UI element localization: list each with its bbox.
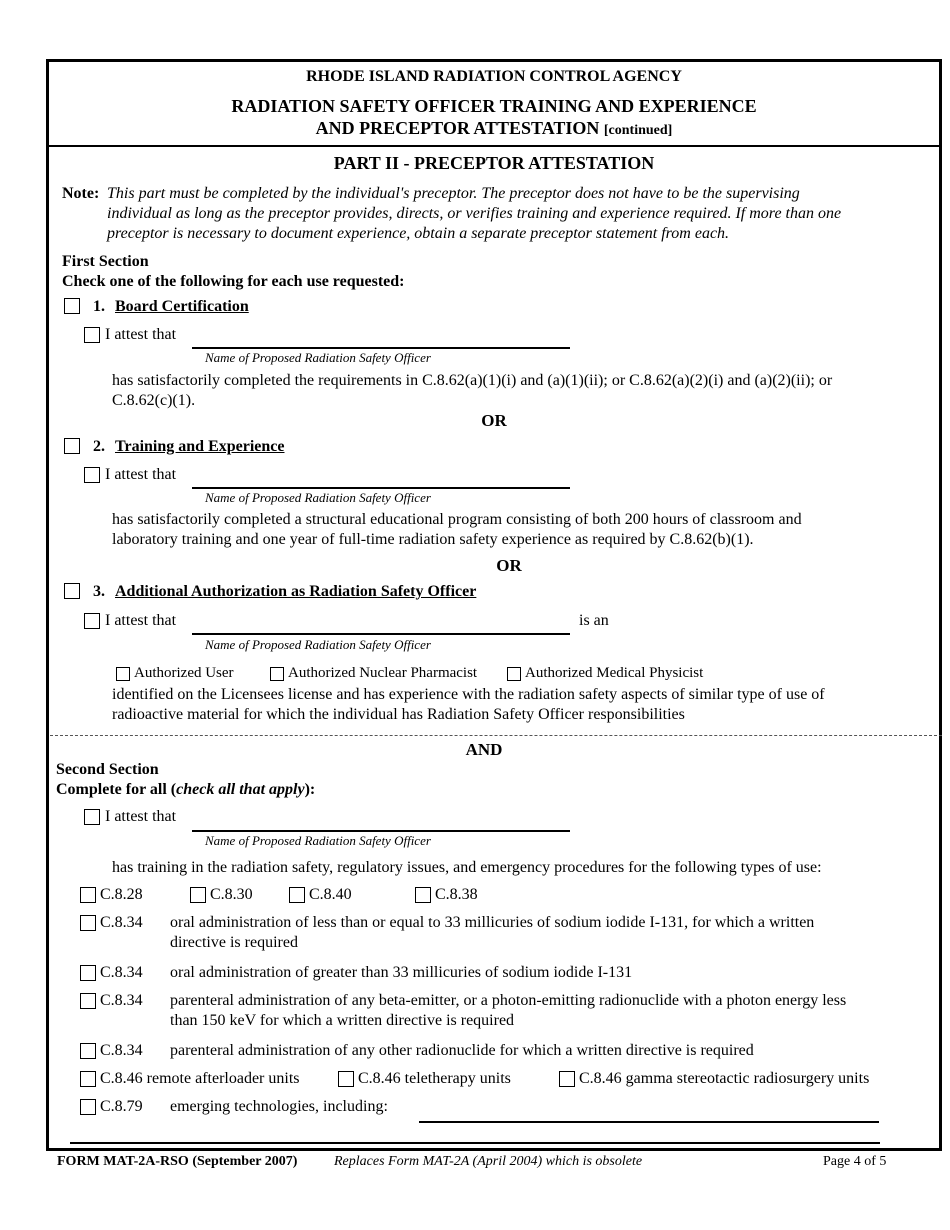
c846-remote-afterloader-checkbox[interactable]: [80, 1071, 96, 1087]
option3-attest-label: I attest that: [105, 612, 177, 629]
c834-parenteral-other-code: C.8.34: [100, 1042, 143, 1059]
c834-oral-gt33-line1: oral administration of greater than 33 millicuries of sodium iodide I-131: [170, 964, 633, 981]
option3-name-field[interactable]: [192, 633, 570, 635]
c879-emerging-checkbox[interactable]: [80, 1099, 96, 1115]
option2-text-line2: laboratory training and one year of full-time radiation safety experience as required by C.8.62(b)(1).: [112, 531, 754, 548]
authorized-nuclear-pharmacist-checkbox[interactable]: [270, 667, 284, 681]
note-line1: This part must be completed by the individual's preceptor. The preceptor does not have to be the supervising: [107, 185, 800, 202]
additional-authorization-checkbox[interactable]: [64, 583, 80, 599]
c834-parenteral-other-line1: parenteral administration of any other radionuclide for which a written directive is required: [170, 1042, 754, 1059]
c830-checkbox[interactable]: [190, 887, 206, 903]
c834-oral-le33-checkbox[interactable]: [80, 915, 96, 931]
option1-name-field[interactable]: [192, 347, 570, 349]
c840-label: C.8.40: [309, 886, 352, 903]
option1-attest-label: I attest that: [105, 326, 177, 343]
option2-text-line1: has satisfactorily completed a structural educational program consisting of both 200 hours of classroom and: [112, 511, 802, 528]
c834-parenteral-beta-line2: than 150 keV for which a written directive is required: [170, 1012, 515, 1029]
second-section-heading: Second Section: [56, 761, 159, 778]
section2-name-field[interactable]: [192, 830, 570, 832]
c846-teletherapy-label: C.8.46 teletherapy units: [358, 1070, 511, 1087]
c834-oral-le33-line2: directive is required: [170, 934, 298, 951]
footer-replaces: Replaces Form MAT-2A (April 2004) which is obsolete: [334, 1154, 643, 1169]
c840-checkbox[interactable]: [289, 887, 305, 903]
footer-form-id: FORM MAT-2A-RSO (September 2007): [57, 1154, 298, 1169]
authorized-medical-physicist-label: Authorized Medical Physicist: [525, 665, 704, 681]
option1-title: Board Certification: [115, 298, 249, 315]
second-section-instruction: [56, 781, 315, 799]
emerging-technologies-field[interactable]: [419, 1121, 879, 1123]
training-experience-checkbox[interactable]: [64, 438, 80, 454]
form-title-line2: [46, 118, 942, 139]
c846-gamma-stereotactic-label: C.8.46 gamma stereotactic radiosurgery units: [579, 1070, 870, 1087]
or-label-2: OR: [496, 556, 522, 575]
footer-page-number: Page 4 of 5: [823, 1154, 887, 1169]
option1-text-line1: has satisfactorily completed the requirements in C.8.62(a)(1)(i) and (a)(1)(ii); or C.8.62(a)(2)(i) and (a)(2)(ii); or: [112, 372, 833, 389]
option1-name-caption: Name of Proposed Radiation Safety Officer: [205, 350, 431, 365]
c834-parenteral-beta-code: C.8.34: [100, 992, 143, 1009]
option3-is-an: is an: [579, 612, 609, 629]
option1-attest-checkbox[interactable]: [84, 327, 100, 343]
authorized-medical-physicist-checkbox[interactable]: [507, 667, 521, 681]
c846-remote-afterloader-label: C.8.46 remote afterloader units: [100, 1070, 300, 1087]
option3-text-line2: radioactive material for which the individual has Radiation Safety Officer responsibilities: [112, 706, 685, 723]
c834-oral-le33-line1: oral administration of less than or equal to 33 millicuries of sodium iodide I-131, for which a written: [170, 914, 815, 931]
c828-label: C.8.28: [100, 886, 143, 903]
c834-parenteral-beta-checkbox[interactable]: [80, 993, 96, 1009]
header-divider: [46, 145, 942, 147]
c828-checkbox[interactable]: [80, 887, 96, 903]
c834-parenteral-other-checkbox[interactable]: [80, 1043, 96, 1059]
note-line3: preceptor is necessary to document experience, obtain a separate preceptor statement from each.: [107, 225, 730, 242]
training-text: has training in the radiation safety, regulatory issues, and emergency procedures for the following types of use:: [112, 859, 822, 876]
authorized-user-checkbox[interactable]: [116, 667, 130, 681]
c834-oral-gt33-code: C.8.34: [100, 964, 143, 981]
option2-number: 2.: [93, 438, 105, 455]
note-line2: individual as long as the preceptor provides, directs, or verifies training and experience required. If more than one: [107, 205, 842, 222]
c838-label: C.8.38: [435, 886, 478, 903]
c834-parenteral-beta-line1: parenteral administration of any beta-emitter, or a photon-emitting radionuclide with a photon energy less: [170, 992, 847, 1009]
authorized-nuclear-pharmacist-label: Authorized Nuclear Pharmacist: [288, 665, 478, 681]
form-title-line1: RADIATION SAFETY OFFICER TRAINING AND EXPERIENCE: [231, 96, 757, 116]
c846-gamma-stereotactic-checkbox[interactable]: [559, 1071, 575, 1087]
section2-attest-checkbox[interactable]: [84, 809, 100, 825]
agency-name: RHODE ISLAND RADIATION CONTROL AGENCY: [306, 68, 682, 85]
c830-label: C.8.30: [210, 886, 253, 903]
emerging-technologies-field-line2[interactable]: [70, 1142, 880, 1144]
option3-attest-checkbox[interactable]: [84, 613, 100, 629]
c879-text: emerging technologies, including:: [170, 1098, 388, 1115]
c834-oral-le33-code: C.8.34: [100, 914, 143, 931]
section-divider: [50, 735, 942, 736]
authorized-user-label: Authorized User: [134, 665, 234, 681]
option1-text-line2: C.8.62(c)(1).: [112, 392, 196, 409]
continued-label: [continued]: [603, 123, 673, 138]
option3-text-line1: identified on the Licensees license and has experience with the radiation safety aspects of similar type of use of: [112, 686, 825, 703]
and-label: AND: [465, 740, 503, 759]
option2-title: Training and Experience: [115, 438, 285, 455]
option3-number: 3.: [93, 583, 105, 600]
form-title-line2-text: AND PRECEPTOR ATTESTATION: [315, 118, 600, 138]
section2-name-caption: Name of Proposed Radiation Safety Officer: [205, 833, 431, 848]
option2-name-caption: Name of Proposed Radiation Safety Officer: [205, 490, 431, 505]
part-title: PART II - PRECEPTOR ATTESTATION: [333, 153, 655, 173]
option2-attest-label: I attest that: [105, 466, 177, 483]
c846-teletherapy-checkbox[interactable]: [338, 1071, 354, 1087]
instruction-suffix: ):: [304, 781, 316, 798]
option1-number: 1.: [93, 298, 105, 315]
first-section-instruction: Check one of the following for each use requested:: [62, 273, 405, 290]
option3-title: Additional Authorization as Radiation Safety Officer: [115, 583, 477, 600]
or-label-1: OR: [481, 411, 507, 430]
instruction-italic: check all that apply: [176, 781, 305, 798]
note-label: Note:: [62, 185, 100, 202]
first-section-heading: First Section: [62, 253, 149, 270]
c838-checkbox[interactable]: [415, 887, 431, 903]
instruction-prefix: Complete for all (: [56, 781, 177, 798]
c879-code: C.8.79: [100, 1098, 143, 1115]
option3-name-caption: Name of Proposed Radiation Safety Officer: [205, 637, 431, 652]
c834-oral-gt33-checkbox[interactable]: [80, 965, 96, 981]
option2-name-field[interactable]: [192, 487, 570, 489]
board-certification-checkbox[interactable]: [64, 298, 80, 314]
section2-attest-label: I attest that: [105, 808, 177, 825]
option2-attest-checkbox[interactable]: [84, 467, 100, 483]
